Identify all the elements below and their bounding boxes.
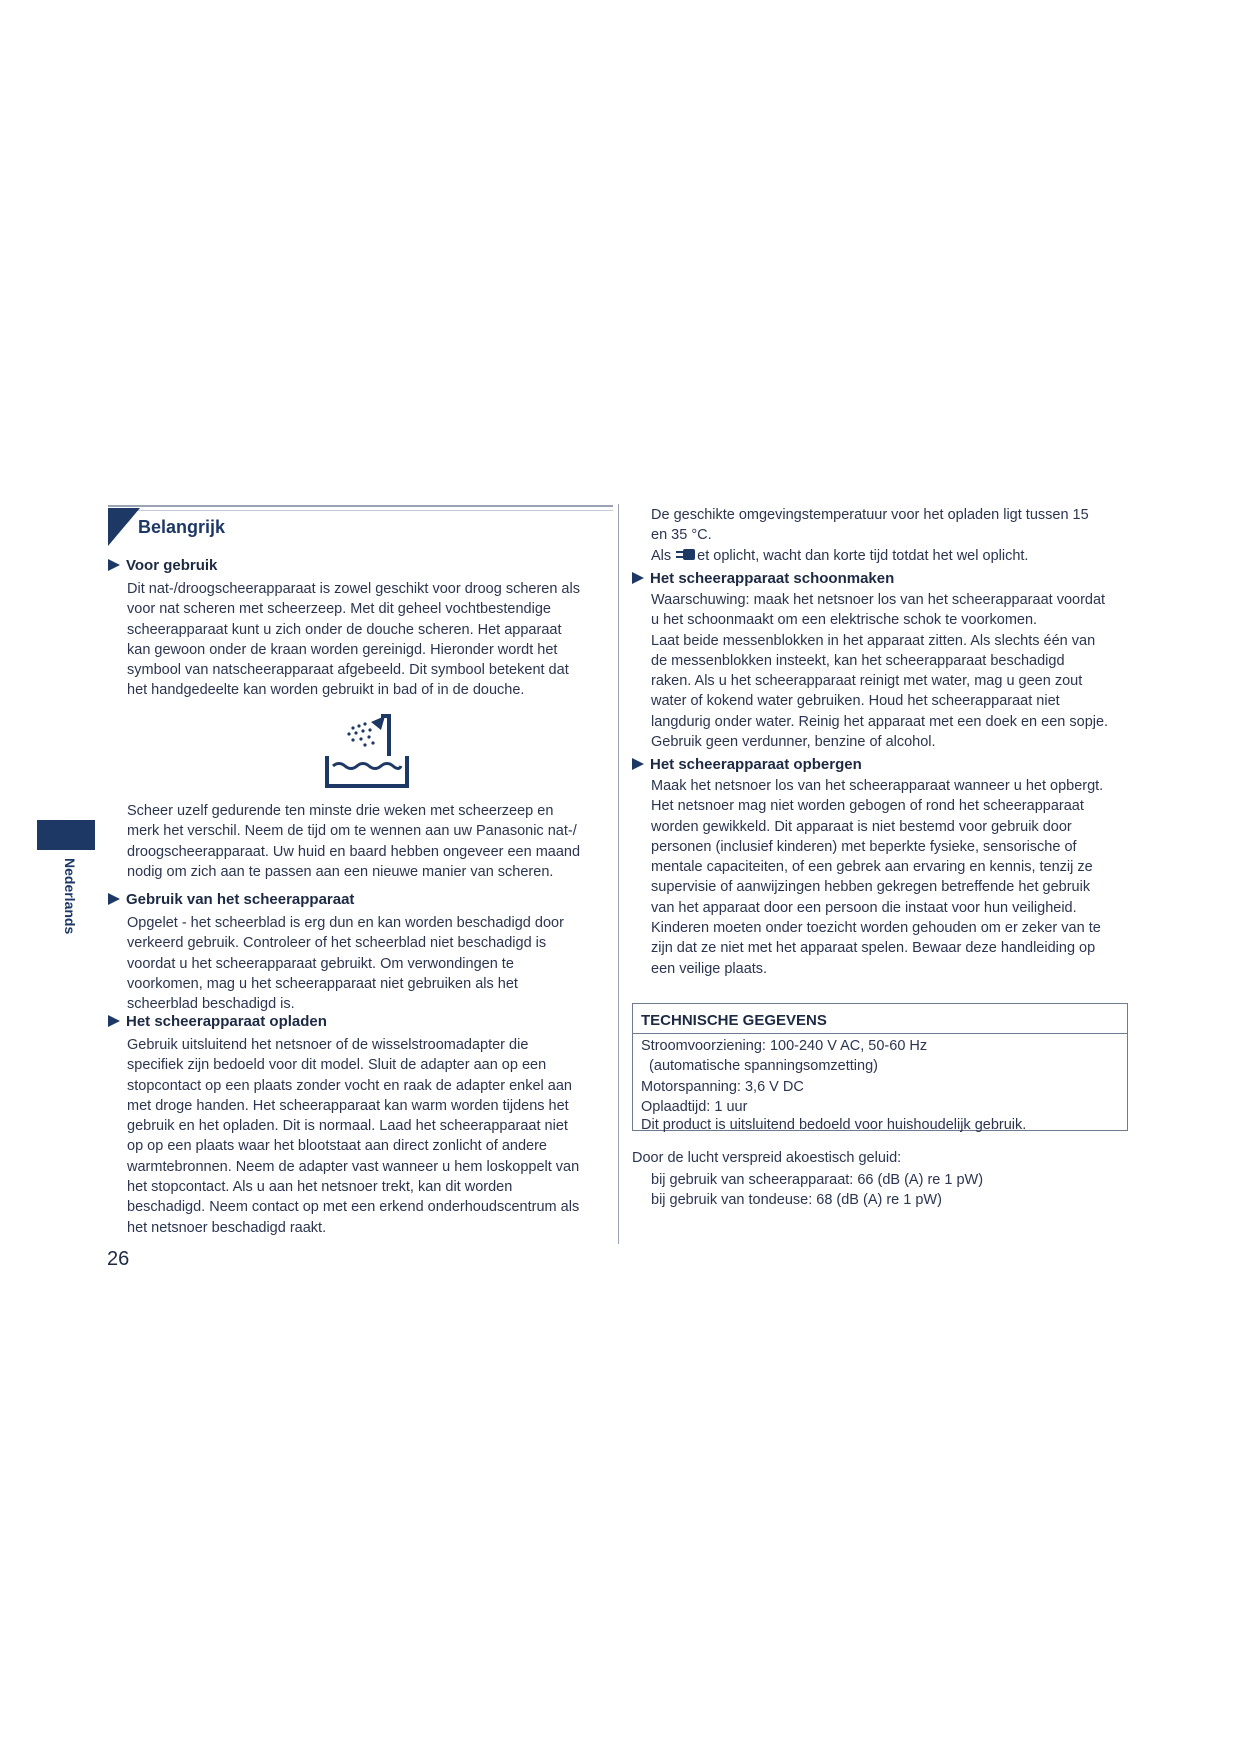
text-line: mentale capaciteiten, of een gebrek aan ervaring en kennis, tenzij ze xyxy=(651,859,1093,876)
paragraph-opladen xyxy=(127,1035,579,1238)
text-line: Waarschuwing: maak het netsnoer los van het scheerapparaat voordat xyxy=(651,592,1106,608)
page-number: 26 xyxy=(107,1248,130,1270)
section-title-voor-gebruik xyxy=(108,557,217,574)
section-title-text: Het scheerapparaat opladen xyxy=(126,1013,327,1030)
arrow-bullet-icon xyxy=(108,559,120,571)
text-fragment: et oplicht, wacht dan korte tijd totdat het wel oplicht. xyxy=(697,547,1029,564)
tech-line: Motorspanning: 3,6 V DC xyxy=(641,1079,804,1095)
text-line: personen (inclusief kinderen) met beperkte fysieke, sensorische of xyxy=(651,838,1077,855)
text-line: worden gewikkeld. Dit apparaat is niet bestemd voor gebruik door xyxy=(651,818,1072,835)
text-line: een veilige plaats. xyxy=(651,960,768,977)
heading-rule xyxy=(108,505,613,507)
section-title-text: Het scheerapparaat opbergen xyxy=(650,756,862,773)
tech-line: Oplaadtijd: 1 uur xyxy=(641,1099,748,1115)
text-line: symbool van natscheerapparaat afgebeeld. Dit symbool betekent dat xyxy=(127,662,569,679)
paragraph-noise xyxy=(651,1170,983,1211)
paragraph-schoonmaken xyxy=(651,590,1108,752)
tech-line: (automatische spanningsomzetting) xyxy=(641,1058,878,1074)
heading-rule-thin xyxy=(108,510,613,511)
section-title-opladen xyxy=(108,1013,327,1030)
text-line: met droge handen. Het scheerapparaat kan warm worden tijdens het xyxy=(127,1097,569,1114)
text-line: van het apparaat door een persoon die instaat voor hun veiligheid. xyxy=(651,899,1077,916)
language-tab-label: Nederlands xyxy=(62,858,78,935)
important-heading-text: Belangrijk xyxy=(138,517,226,537)
text-line: Kinderen moeten onder toezicht worden gehouden om er zeker van te xyxy=(651,920,1101,937)
text-line: De geschikte omgevingstemperatuur voor het opladen ligt tussen 15 xyxy=(651,507,1089,523)
section-title-gebruik xyxy=(108,891,354,908)
text-line: merk het verschil. Neem de tijd om te wennen aan uw Panasonic nat-/ xyxy=(127,823,577,840)
text-line: voorkomen, mag u het scheerapparaat niet gebruiken als het xyxy=(127,975,518,992)
technical-data-rule xyxy=(633,1033,1127,1034)
arrow-bullet-icon xyxy=(632,572,644,584)
section-title-text: Gebruik van het scheerapparaat xyxy=(126,891,355,908)
text-line: warmtebronnen. Neem de adapter vast wanneer u hem loskoppelt van xyxy=(127,1158,580,1175)
text-line: bij gebruik van scheerapparaat: 66 (dB (A) re 1 pW) xyxy=(651,1172,984,1188)
text-line: stopcontact op een plaats zonder vocht en raak de adapter enkel aan xyxy=(127,1077,572,1094)
shower-bath-icon xyxy=(323,712,411,790)
text-line: scheerblad beschadigd is. xyxy=(127,996,295,1013)
paragraph-opbergen xyxy=(651,776,1103,979)
text-line: scheerapparaat kunt u zich onder de douche scheren. Het apparaat xyxy=(127,621,562,638)
section-title-text: Het scheerapparaat schoonmaken xyxy=(650,570,895,587)
text-line: voordat u het scheerapparaat gebruikt. Om verwondingen te xyxy=(127,955,514,972)
text-line: langdurig onder water. Reinig het apparaat met een doek en een sopje. xyxy=(651,713,1109,730)
language-tab-marker xyxy=(37,820,95,850)
text-line: beschadigd. Neem contact op met een erkend onderhoudscentrum als xyxy=(127,1199,580,1216)
heading-corner-mark xyxy=(108,508,140,546)
paragraph-voor-gebruik-2 xyxy=(127,801,580,882)
text-line: Opgelet - het scheerblad is erg dun en kan worden beschadigd door xyxy=(127,915,564,931)
text-line: bij gebruik van tondeuse: 68 (dB (A) re 1 pW) xyxy=(651,1192,942,1209)
text-line: het netsnoer beschadigd raakt. xyxy=(127,1219,327,1236)
text-line: supervisie of aanwijzingen hebben gekregen betreffende het gebruik xyxy=(651,879,1091,896)
arrow-bullet-icon xyxy=(108,893,120,905)
text-line: op op een plaats waar het blootstaat aan direct zonlicht of andere xyxy=(127,1138,547,1155)
text-line: droogscheerapparaat. Uw huid en baard hebben ongeveer een maand xyxy=(127,843,581,860)
section-title-opbergen xyxy=(632,756,862,773)
text-line: voor nat scheren met scheerzeep. Met dit geheel vochtbestendige xyxy=(127,601,551,618)
text-line: en 35 °C. xyxy=(651,527,712,544)
text-line: Gebruik uitsluitend het netsnoer of de wisselstroomadapter die xyxy=(127,1037,529,1053)
text-line: Gebruik geen verdunner, benzine of alcohol. xyxy=(651,734,936,751)
paragraph-voor-gebruik xyxy=(127,579,580,701)
technical-data-title: TECHNISCHE GEGEVENS xyxy=(641,1012,827,1029)
text-fragment: Als xyxy=(651,547,676,564)
text-line: raken. Als u het scheerapparaat reinigt met water, mag u geen zout xyxy=(651,673,1083,690)
text-line: specifiek zijn bedoeld voor dit model. Sluit de adapter aan op een xyxy=(127,1057,547,1074)
text-line: u het schoonmaakt om een elektrische schok te voorkomen. xyxy=(651,612,1038,629)
section-title-text: Voor gebruik xyxy=(126,557,218,574)
text-line: Scheer uzelf gedurende ten minste drie weken met scheerzeep en xyxy=(127,803,554,819)
text-line: nodig om zich aan te passen aan een nieuwe manier van scheren. xyxy=(127,863,554,880)
section-title-schoonmaken xyxy=(632,570,894,587)
text-line: Laat beide messenblokken in het apparaat zitten. Als slechts één van xyxy=(651,632,1096,649)
tech-line: Dit product is uitsluitend bedoeld voor huishoudelijk gebruik. xyxy=(641,1117,1027,1133)
text-line: water of kokend water gebruiken. Houd het scheerapparaat niet xyxy=(651,693,1060,710)
paragraph-gebruik xyxy=(127,913,564,1014)
text-line: Maak het netsnoer los van het scheerapparaat wanneer u het opbergt. xyxy=(651,778,1104,794)
plug-icon xyxy=(676,547,696,567)
text-line: zijn dat ze niet met het apparaat spelen. Bewaar deze handleiding op xyxy=(651,940,1096,957)
plug-line xyxy=(651,546,1089,567)
paragraph-temperature xyxy=(651,505,1089,567)
arrow-bullet-icon xyxy=(108,1015,120,1027)
text-line: het stopcontact. Als u aan het netsnoer trekt, kan dit worden xyxy=(127,1179,513,1196)
text-line: Dit nat-/droogscheerapparaat is zowel geschikt voor droog scheren als xyxy=(127,581,580,597)
text-line: verkeerd gebruik. Controleer of het scheerblad niet beschadigd is xyxy=(127,935,547,952)
tech-line: Stroomvoorziening: 100-240 V AC, 50-60 Hz xyxy=(641,1038,928,1054)
noise-title: Door de lucht verspreid akoestisch geluid: xyxy=(632,1150,902,1166)
column-divider xyxy=(618,504,619,1244)
text-line: het handgedeelte kan worden gebruikt in bad of in de douche. xyxy=(127,682,525,699)
text-line: gebruik en het opladen. Dit is normaal. Laad het scheerapparaat niet xyxy=(127,1118,568,1135)
text-line: de messenblokken insteekt, kan het scheerapparaat beschadigd xyxy=(651,652,1065,669)
text-line: kan gewoon onder de kraan worden gereinigd. Hieronder wordt het xyxy=(127,641,558,658)
technical-data-box xyxy=(632,1003,1128,1131)
arrow-bullet-icon xyxy=(632,758,644,770)
text-line: Het netsnoer mag niet worden gebogen of rond het scheerapparaat xyxy=(651,798,1084,815)
